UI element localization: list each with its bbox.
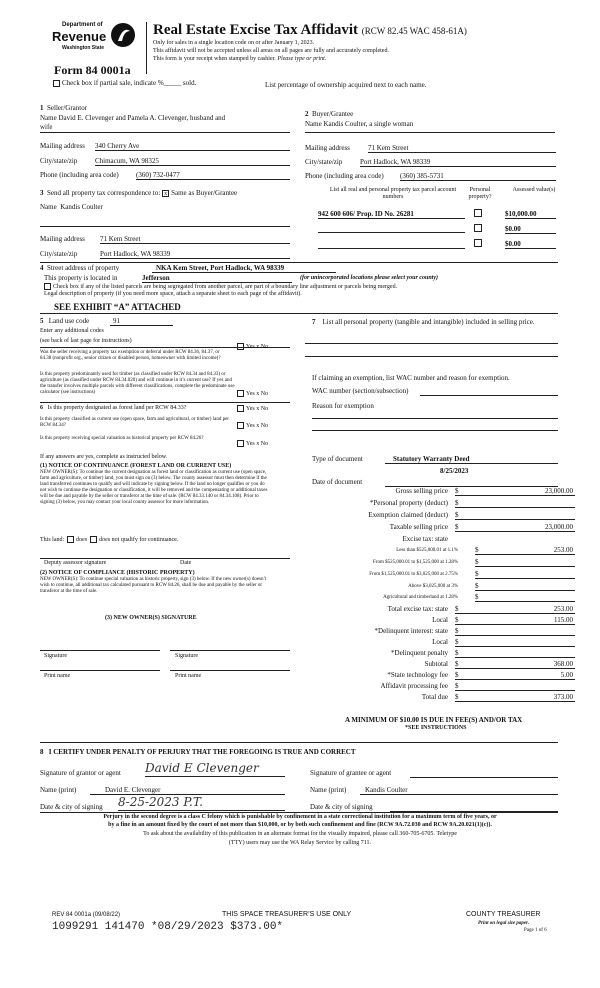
- signature-label-2: Signature: [175, 653, 198, 659]
- current-use-yes-no: Yes x No: [237, 422, 268, 430]
- exemption-claimed-label: Exemption claimed (deduct): [368, 511, 448, 519]
- signature-label-1: Signature: [44, 653, 67, 659]
- partial-sale: Check box if partial sale, indicate %_____ sold.: [53, 79, 196, 87]
- notice-continuance-body: NEW OWNER(S): To continue the current designation as forest land or classification as current use (open space, farm and agriculture, or timber) land, you must sign on (3) below. The county assessor must then determine if the land transferred continues to qualify and will indicate by signing below. If the land no longer qualifies or you do not wish to continue the designation or classification, it will be removed and the compensating or additional taxes will be due and payable by the seller or transferor at the time of sale. (RCW 84.33.140 or 84.34.108). Prior to signing (3) below, you may contact your local county assessor for more information.: [40, 470, 268, 505]
- print-name-label-2: Print name: [175, 673, 202, 679]
- total-due-label: Total due: [421, 693, 448, 701]
- form-title: Real Estate Excise Tax Affidavit (RCW 82.45 WAC 458-61A): [153, 22, 467, 38]
- technology-fee-label: *State technology fee: [387, 671, 448, 679]
- seller-city-label: City/state/zip: [40, 157, 78, 165]
- grantor-signature[interactable]: David E Clevenger: [145, 761, 285, 777]
- notice-continuance-title: (1) NOTICE OF CONTINUANCE (FOREST LAND OR CURRENT USE): [40, 463, 232, 469]
- treasurer-stamp: 1099291 141470 *08/29/2023 $373.00*: [52, 921, 284, 933]
- personal-property-text: 7 List all personal property (tangible and intangible) included in selling price.: [312, 318, 535, 326]
- rule: [312, 418, 558, 419]
- assessed-value-1[interactable]: $10,000.00: [505, 210, 556, 219]
- historic-question: Is this property receiving special valuation as historical property per RCW 84.26?: [40, 436, 204, 441]
- partial-sale-checkbox[interactable]: [53, 80, 60, 87]
- tier2-amount[interactable]: $: [475, 558, 575, 567]
- historic-yes-checkbox[interactable]: [237, 440, 244, 447]
- grantee-date-city[interactable]: [390, 803, 558, 812]
- rule: [305, 356, 558, 357]
- delinquent-local-label: Local: [432, 638, 448, 646]
- perjury-line2: by a fine in an amount fixed by the court of not more than $10,000, or by both such confinement and fine (RCW 9A.72.030 and RCW 9A.20.021(1)(c)).: [108, 822, 492, 828]
- personal-property-deduct-label: *Personal property (deduct): [369, 499, 448, 507]
- see-back: (see back of last page for instructions): [40, 338, 132, 344]
- grantee-name[interactable]: Kandis Coulter: [360, 786, 558, 795]
- print-name-line[interactable]: [170, 670, 290, 671]
- if-any-yes: If any answers are yes, complete as instructed below.: [40, 454, 168, 460]
- exemption-claim-text: If claiming an exemption, list WAC number and reason for exemption.: [312, 374, 510, 382]
- tier1-amount[interactable]: $ 253.00: [475, 546, 573, 554]
- page-number: Page 1 of 6: [524, 928, 547, 933]
- dept-line3: Washington State: [62, 45, 105, 51]
- exemption-yes-checkbox[interactable]: [237, 343, 244, 350]
- tier1-label: Less than $525,000.01 at 1.1%: [396, 548, 458, 553]
- buyer-phone-label: Phone (including area code): [305, 172, 384, 180]
- grantee-signature[interactable]: [410, 769, 558, 778]
- signature-line[interactable]: [170, 650, 290, 651]
- wac-number[interactable]: [420, 387, 558, 396]
- rule: [305, 343, 558, 344]
- corr-mailing[interactable]: 71 Kem Street: [100, 235, 290, 244]
- buyer-mailing[interactable]: 71 Kem Street: [368, 144, 556, 153]
- exemption-claimed[interactable]: $: [455, 511, 575, 520]
- total-excise-state[interactable]: $ 253.00: [455, 605, 573, 613]
- tier4-label: Above $3,025,000 at 3%: [408, 584, 458, 589]
- seller-name: Name David E. Clevenger and Pamela A. Clevenger, husband and: [40, 114, 226, 122]
- parcel-number-3[interactable]: [318, 240, 465, 249]
- tier3-label: From $1,525,000.01 to $3,025,000 at 2.75%: [369, 572, 458, 577]
- seller-mailing[interactable]: 340 Cherry Ave: [95, 142, 290, 151]
- property-street-label: 4 Street address of property: [40, 264, 120, 272]
- document-type-label: Type of document: [312, 455, 363, 463]
- rule: [40, 402, 290, 403]
- rule: [305, 132, 555, 133]
- same-as-buyer-checkbox[interactable]: x: [164, 190, 168, 197]
- corr-mailing-label: Mailing address: [40, 235, 85, 243]
- accessibility-line2: (TTY) users may use the WA Relay Service by calling 711.: [228, 840, 372, 846]
- personal-property-deduct[interactable]: $: [455, 499, 575, 508]
- taxable-selling-price-label: Taxable selling price: [389, 523, 448, 531]
- buyer-section: 2 Buyer/Grantee: [305, 110, 354, 118]
- grantor-date-label: Date & city of signing: [40, 803, 103, 811]
- notice-compliance-body: NEW OWNER(S): To continue special valuation as historic property, sign (3) below. If the new owner(s) doesn’t wish to continue, all additional tax calculated pursuant to RCW 84.26, shall be due and payable by the seller or transferor at the time of sale.: [40, 577, 267, 594]
- grantee-date-label: Date & city of signing: [310, 803, 373, 811]
- parcel-number-1[interactable]: 942 600 606/ Prop. ID No. 26281: [318, 210, 465, 219]
- gross-selling-price[interactable]: $ 23,000.00: [455, 487, 573, 495]
- parcel-header-assessed: Assessed value(s): [512, 187, 556, 193]
- see-instructions: *SEE INSTRUCTIONS: [405, 725, 467, 731]
- does-not-checkbox[interactable]: [90, 536, 97, 543]
- land-use-label: 5 Land use code: [40, 317, 90, 325]
- tier3-amount[interactable]: $: [475, 570, 575, 579]
- buyer-name: Name Kandis Coulter, a single woman: [305, 120, 414, 128]
- subtotal[interactable]: $ 368.00: [455, 660, 573, 668]
- legal-description[interactable]: SEE EXHIBIT “A” ATTACHED: [54, 302, 181, 312]
- property-located-label: This property is located in: [44, 274, 118, 282]
- additional-codes: Enter any additional codes: [40, 328, 104, 334]
- certify-statement: 8 I CERTIFY UNDER PENALTY OF PERJURY THAT THE FOREGOING IS TRUE AND CORRECT: [40, 748, 356, 756]
- corr-city[interactable]: Port Hadlock, WA 98339: [100, 250, 290, 259]
- deputy-date-label: Date: [180, 560, 192, 566]
- personal-property-checkbox-2[interactable]: [474, 224, 482, 232]
- rule: [40, 558, 290, 559]
- exemption-question: Was the seller receiving a property tax exemption or deferral under RCW 84.36, 84.37, or 84.38 (nonprofit org., senior citizen or disabled person, homeowner with limited income)?: [40, 350, 221, 361]
- delinquent-interest[interactable]: $: [455, 627, 575, 636]
- accessibility-line1: To ask about the availability of this publication in an alternate format for the visually impaired, please call 360-705-6705. Teletype: [143, 831, 457, 837]
- tier4-amount[interactable]: $: [475, 582, 575, 591]
- seller-mailing-label: Mailing address: [40, 142, 85, 150]
- local-tax[interactable]: $ 115.00: [455, 616, 573, 624]
- header-note2: This affidavit will not be accepted unless all areas on all pages are fully and accurately completed.: [153, 48, 389, 54]
- wac-label: WAC number (section/subsection): [312, 387, 409, 395]
- grantor-signature-label: Signature of grantor or agent: [40, 769, 121, 777]
- this-land: This land: does does not qualify for continuance.: [40, 536, 179, 543]
- rule: [40, 226, 290, 227]
- affidavit-fee[interactable]: $: [455, 682, 575, 691]
- rule: [40, 742, 558, 743]
- affidavit-fee-label: Affidavit processing fee: [380, 682, 448, 690]
- unincorporated-note: (for unincorporated locations please select your county): [300, 275, 438, 281]
- reason-label: Reason for exemption: [312, 402, 374, 410]
- seller-phone-label: Phone (including area code): [40, 171, 119, 179]
- parcel-header-personal: Personal property?: [468, 187, 492, 200]
- header-note3: This form is your receipt when stamped by cashier. Please type or print.: [153, 56, 327, 62]
- header-divider: [146, 22, 147, 74]
- seller-phone[interactable]: (360) 732-0477: [136, 171, 290, 180]
- correspondence-section: 3 Send all property tax correspondence to: x Same as Buyer/Grantee: [40, 189, 238, 197]
- treasurer-use-only: THIS SPACE TREASURER’S USE ONLY: [222, 911, 352, 918]
- rule: [312, 430, 558, 431]
- legal-description-note: Legal description of property (if you need more space, attach a separate sheet to each page of the affidavit).: [44, 291, 302, 297]
- gross-selling-price-label: Gross selling price: [395, 487, 448, 495]
- header-note1: Only for sales in a single location code on or after January 1, 2023.: [153, 40, 315, 46]
- new-owner-signature-title: (3) NEW OWNER(S) SIGNATURE: [105, 615, 197, 621]
- dor-logo: [48, 20, 143, 62]
- correspondence-name: Name Kandis Coulter: [40, 203, 103, 211]
- forest-question: 6 Is this property designated as forest land per RCW 84.33?: [40, 405, 187, 411]
- document-date-label: Date of document: [312, 478, 363, 486]
- print-name-line[interactable]: [40, 670, 160, 671]
- total-excise-state-label: Total excise tax: state: [387, 605, 448, 613]
- corr-city-label: City/state/zip: [40, 250, 78, 258]
- rule: [40, 262, 558, 263]
- deputy-assessor-label: Deputy assessor signature: [44, 560, 107, 566]
- exemption-yes-no: Yes x No: [237, 343, 268, 351]
- document-type[interactable]: Statutory Warranty Deed: [385, 455, 558, 464]
- assessed-value-2[interactable]: $0.00: [505, 225, 556, 234]
- personal-property-checkbox-1[interactable]: [474, 209, 482, 217]
- perjury-line1: Perjury in the second degree is a class C felony which is punishable by confinement in a state correctional institution for a maximum term of five years, or: [103, 814, 497, 820]
- legal-size-note: Print on legal size paper.: [478, 921, 529, 926]
- timber-question: Is this property predominantly used for timber (as classified under RCW 84.34 and 84.33) or agriculture (as classified under RCW 84.34.020) and will continue in it’s current use? If yes and the transfer involves multiple parcels with different classifications, complete the predominate use calculator (see instructions): [40, 372, 235, 395]
- rule: [40, 132, 290, 133]
- property-street[interactable]: NKA Kem Street, Port Hadlock, WA 98339: [152, 264, 336, 273]
- revenue-logo-icon: [110, 22, 136, 48]
- seller-name-cont: wife: [40, 123, 53, 131]
- does-checkbox[interactable]: [67, 536, 74, 543]
- print-name-label-1: Print name: [44, 673, 71, 679]
- dept-line1: Department of: [62, 22, 103, 28]
- timber-yes-no: Yes x No: [237, 390, 268, 398]
- delinquent-penalty[interactable]: $: [455, 649, 575, 658]
- tier5-label: Agricultural and timberland at 1.28%: [383, 595, 458, 600]
- seller-section: 1 Seller/Grantor: [40, 104, 88, 112]
- dept-line2: Revenue: [52, 29, 107, 44]
- historic-yes-no: Yes x No: [237, 440, 268, 448]
- grantor-name-label: Name (print): [40, 786, 77, 794]
- buyer-phone[interactable]: (360) 385-5731: [400, 172, 556, 181]
- segregated-check: Check box if any of the listed parcels are being segregated from another parcel, are part of a boundary line adjustment or parcels being merged.: [44, 283, 559, 291]
- buyer-mailing-label: Mailing address: [305, 144, 350, 152]
- taxable-selling-price[interactable]: $ 23,000.00: [455, 523, 573, 531]
- forest-yes-no: Yes x No: [237, 405, 268, 413]
- total-due[interactable]: $ 373.00: [455, 693, 573, 701]
- personal-property-checkbox-3[interactable]: [474, 239, 482, 247]
- form-number: Form 84 0001a: [54, 63, 131, 77]
- land-use-code[interactable]: 91: [110, 317, 173, 326]
- rule: [40, 313, 558, 314]
- grantor-name[interactable]: David E. Clevenger: [90, 786, 285, 795]
- seller-city[interactable]: Chimacum, WA 98325: [95, 157, 290, 166]
- parcel-number-2[interactable]: [318, 224, 465, 233]
- minimum-due-note: A MINIMUM OF $10.00 IS DUE IN FEE(S) AND/OR TAX: [345, 716, 523, 724]
- signature-line[interactable]: [40, 650, 160, 651]
- grantor-date-city[interactable]: 8-25-2023 P.T.: [118, 795, 285, 811]
- timber-yes-checkbox[interactable]: [237, 390, 244, 397]
- tier5-amount[interactable]: $: [475, 593, 575, 602]
- current-use-yes-checkbox[interactable]: [237, 422, 244, 429]
- subtotal-label: Subtotal: [424, 660, 448, 668]
- property-county[interactable]: Jefferson: [142, 274, 292, 283]
- segregated-checkbox[interactable]: [44, 283, 51, 290]
- form-revision: REV 84 0001a (09/08/22): [52, 912, 121, 918]
- grantee-signature-label: Signature of grantee or agent: [310, 769, 392, 777]
- delinquent-interest-label: *Delinquent interest: state: [374, 627, 448, 635]
- local-tax-label: Local: [432, 616, 448, 624]
- document-date-value[interactable]: 8/25/2023: [440, 467, 469, 475]
- delinquent-penalty-label: *Delinquent penalty: [391, 649, 448, 657]
- rule: [40, 812, 558, 813]
- buyer-city[interactable]: Port Hadlock, WA 98339: [360, 158, 556, 167]
- tier2-label: From $525,000.01 to $1,525,000 at 1.28%: [373, 560, 458, 565]
- grantee-name-label: Name (print): [310, 786, 347, 794]
- technology-fee[interactable]: $ 5.00: [455, 671, 573, 679]
- forest-yes-checkbox[interactable]: [237, 405, 244, 412]
- ownership-note: List percentage of ownership acquired next to each name.: [265, 81, 427, 89]
- county-treasurer: COUNTY TREASURER: [466, 911, 541, 918]
- delinquent-local[interactable]: $: [455, 638, 575, 647]
- current-use-question: Is this property classified as current use (open space, farm and agricultural, or timber) land per RCW 84.34?: [40, 417, 229, 428]
- notice-compliance-title: (2) NOTICE OF COMPLIANCE (HISTORIC PROPERTY): [40, 570, 195, 576]
- buyer-city-label: City/state/zip: [305, 158, 343, 166]
- assessed-value-3[interactable]: $0.00: [505, 240, 556, 249]
- excise-tax-state-label: Excise tax: state: [402, 535, 448, 543]
- parcel-header-list: List all real and personal property tax parcel account numbers: [329, 187, 457, 200]
